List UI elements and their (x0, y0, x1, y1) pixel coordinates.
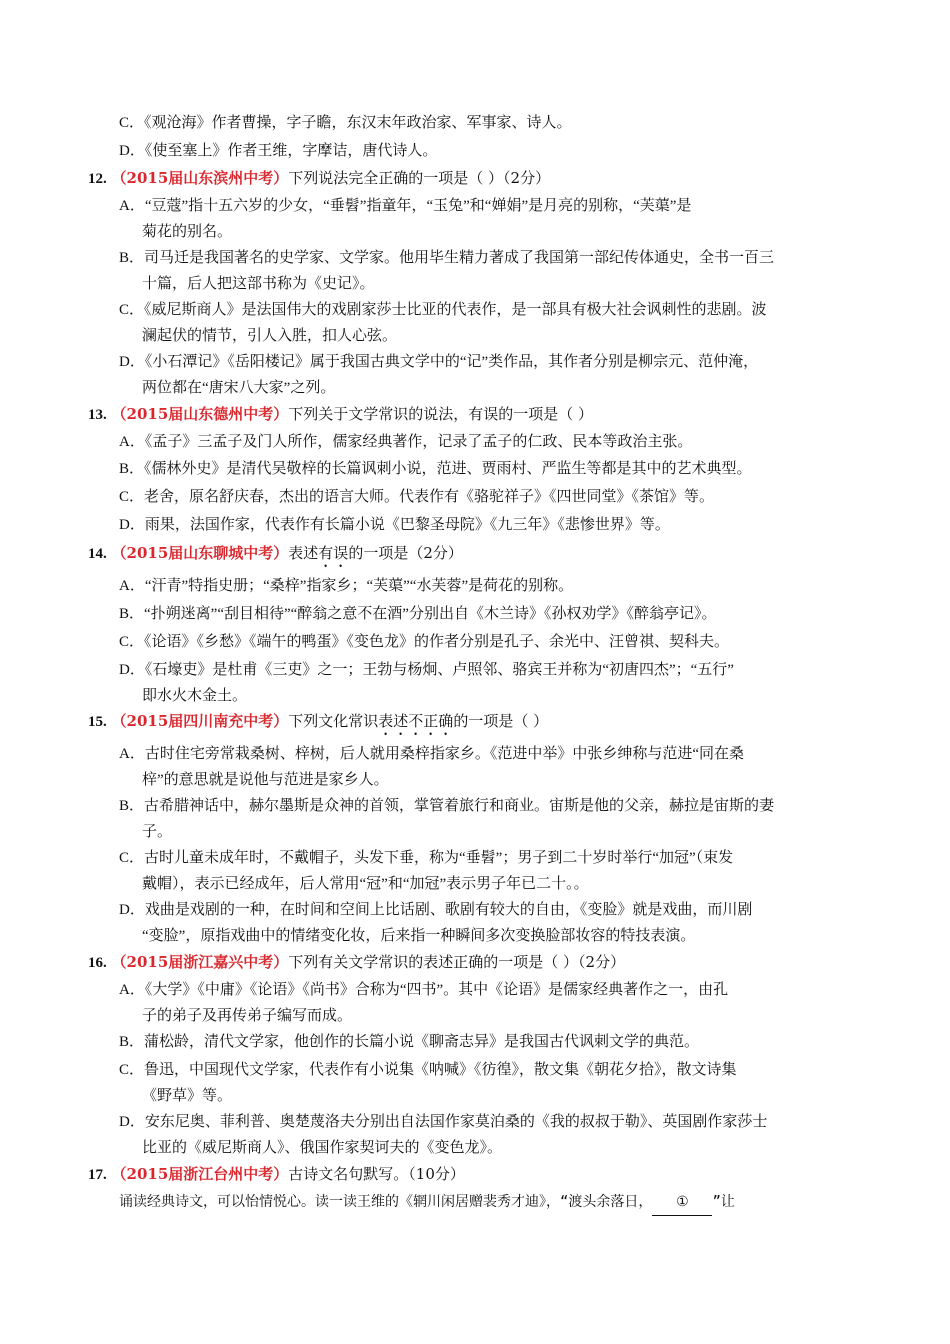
question-number: 14. (88, 546, 107, 562)
q12-option-d-line2: 两位都在“唐宋八大家”之列。 (142, 380, 336, 396)
q15-option-d-line2: “变脸”，原指戏曲中的情绪变化妆，后来指一种瞬间多次变换脸部妆容的特技表演。 (142, 928, 696, 944)
q13-option-a: A．《孟子》三孟子及门人所作，儒家经典著作，记录了孟子的仁政、民本等政治主张。 (119, 434, 693, 450)
question-15-stem (88, 708, 548, 734)
q13-option-d: D．雨果，法国作家，代表作有长篇小说《巴黎圣母院》《九三年》《悲惨世界》等。 (119, 517, 670, 533)
q14-option-d-line1: D．《石壕吏》是杜甫《三吏》之一；王勃与杨炯、卢照邻、骆宾王并称为“初唐四杰”；“五行” (119, 662, 734, 678)
q14-option-a: A．“汗青”特指史册；“桑梓”指家乡；“芙蕖”“水芙蓉”是荷花的别称。 (119, 578, 574, 594)
q12-option-b-line2: 十篇，后人把这部书称为《史记》。 (142, 276, 375, 292)
question-number: 15. (88, 714, 107, 730)
q15-option-a-line1: A．古时住宅旁常栽桑树、梓树，后人就用桑梓指家乡。《范进中举》中张乡绅称与范进“同在桑 (119, 746, 744, 762)
q15-option-a-line2: 梓”的意思就是说他与范进是家乡人。 (142, 772, 389, 788)
q15-option-d-line1: D．戏曲是戏剧的一种，在时间和空间上比话剧、歌剧有较大的自由，《变脸》就是戏曲，而川剧 (119, 902, 753, 918)
q12-option-c-line1: C．《威尼斯商人》是法国伟大的戏剧家莎士比亚的代表作，是一部具有极大社会讽刺性的悲剧。波 (119, 302, 767, 318)
question-17-stem (88, 1161, 465, 1187)
question-body-tail: ”让 (712, 1194, 735, 1210)
q12-option-b-line1: B．司马迁是我国著名的史学家、文学家。他用毕生精力著成了我国第一部纪传体通史，全书一百三 (119, 250, 775, 266)
question-number: 13. (88, 407, 107, 423)
q16-option-d-line2: 比亚的《威尼斯商人》、俄国作家契诃夫的《变色龙》。 (142, 1140, 503, 1156)
emphasis-text: 表述不正确 (378, 712, 454, 730)
question-body-text: 诵读经典诗文，可以怡情悦心。读一读王维的《辋川闲居赠裴秀才迪》，“渡头余落日， (119, 1194, 653, 1210)
question-number: 12. (88, 171, 107, 187)
q12-option-a-line1: A．“豆蔻”指十五六岁的少女，“垂髫”指童年，“玉兔”和“婵娟”是月亮的别称，“芙蕖”是 (119, 198, 692, 214)
question-text: 下列有关文学常识的表述正确的一项是（ ）（2分） (288, 953, 626, 971)
q12-option-a-line2: 菊花的别名。 (142, 224, 233, 240)
question-text: 下列说法完全正确的一项是（ ）（2分） (288, 169, 551, 187)
question-14-stem (88, 540, 463, 566)
question-13-stem (88, 401, 593, 427)
question-source: （2015届浙江嘉兴中考） (111, 953, 289, 971)
q16-option-a-line1: A．《大学》《中庸》《论语》《尚书》合称为“四书”。其中《论语》是儒家经典著作之一，由孔 (119, 982, 729, 998)
question-text-tail: 的一项是（2分） (348, 544, 463, 562)
q15-option-b-line1: B．古希腊神话中，赫尔墨斯是众神的首领，掌管着旅行和商业。宙斯是他的父亲，赫拉是宙斯的妻 (119, 798, 775, 814)
question-text: 下列关于文学常识的说法，有误的一项是（ ） (288, 405, 594, 423)
q16-option-a-line2: 子的弟子及再传弟子编写而成。 (142, 1008, 353, 1024)
question-text: 下列文化常识 (288, 712, 379, 730)
question-source: （2015届浙江台州中考） (111, 1165, 289, 1183)
q16-option-d-line1: D．安东尼奥、菲利普、奥楚蔑洛夫分别出自法国作家莫泊桑的《我的叔叔于勒》、英国剧作家莎士 (119, 1114, 768, 1130)
question-source: （2015届山东德州中考） (111, 405, 289, 423)
q12-option-c-line2: 澜起伏的情节，引人入胜，扣人心弦。 (142, 328, 398, 344)
q15-option-b-line2: 子。 (142, 824, 173, 840)
q16-option-c-line1: C．鲁迅，中国现代文学家，代表作有小说集《呐喊》《彷徨》，散文集《朝花夕拾》，散文诗集 (119, 1062, 737, 1078)
q11-option-c: C．《观沧海》作者曹操，字子瞻，东汉末年政治家、军事家、诗人。 (119, 115, 572, 131)
emphasis-text: 有误 (318, 544, 349, 562)
question-number: 16. (88, 955, 107, 971)
question-12-stem (88, 165, 550, 191)
q15-option-c-line1: C．古时儿童未成年时，不戴帽子，头发下垂，称为“垂髫”；男子到二十岁时举行“加冠”（束发 (119, 850, 734, 866)
q13-option-b: B．《儒林外史》是清代吴敬梓的长篇讽刺小说，范进、贾雨村、严监生等都是其中的艺术典型。 (119, 461, 752, 477)
q16-option-c-line2: 《野草》等。 (142, 1088, 233, 1104)
q11-option-d: D．《使至塞上》作者王维，字摩诘，唐代诗人。 (119, 143, 438, 159)
q14-option-b: B．“扑朔迷离”“刮目相待”“醉翁之意不在酒”分别出自《木兰诗》《孙权劝学》《醉翁亭记》。 (119, 606, 717, 622)
question-source: （2015届山东聊城中考） (111, 544, 289, 562)
fill-in-blank[interactable]: ① (652, 1189, 712, 1216)
q15-option-c-line2: 戴帽），表示已经成年，后人常用“冠”和“加冠”表示男子年已二十。。 (142, 876, 589, 892)
question-text: 表述 (288, 544, 319, 562)
q16-option-b: B．蒲松龄，清代文学家，他创作的长篇小说《聊斋志异》是我国古代讽刺文学的典范。 (119, 1034, 700, 1050)
q13-option-c: C．老舍，原名舒庆春，杰出的语言大师。代表作有《骆驼祥子》《四世同堂》《茶馆》等。 (119, 489, 715, 505)
q14-option-d-line2: 即水火木金土。 (142, 688, 248, 704)
question-16-stem (88, 949, 625, 975)
question-text: 古诗文名句默写。（10分） (288, 1165, 465, 1183)
question-number: 17. (88, 1167, 107, 1183)
question-text-tail: 的一项是（ ） (453, 712, 549, 730)
question-17-body (119, 1189, 735, 1215)
q12-option-d-line1: D．《小石潭记》《岳阳楼记》属于我国古典文学中的“记”类作品，其作者分别是柳宗元、范仲淹， (119, 354, 759, 370)
q14-option-c: C．《论语》《乡愁》《端午的鸭蛋》《变色龙》的作者分别是孔子、余光中、汪曾祺、契科夫。 (119, 634, 730, 650)
question-source: （2015届山东滨州中考） (111, 169, 289, 187)
question-source: （2015届四川南充中考） (111, 712, 289, 730)
